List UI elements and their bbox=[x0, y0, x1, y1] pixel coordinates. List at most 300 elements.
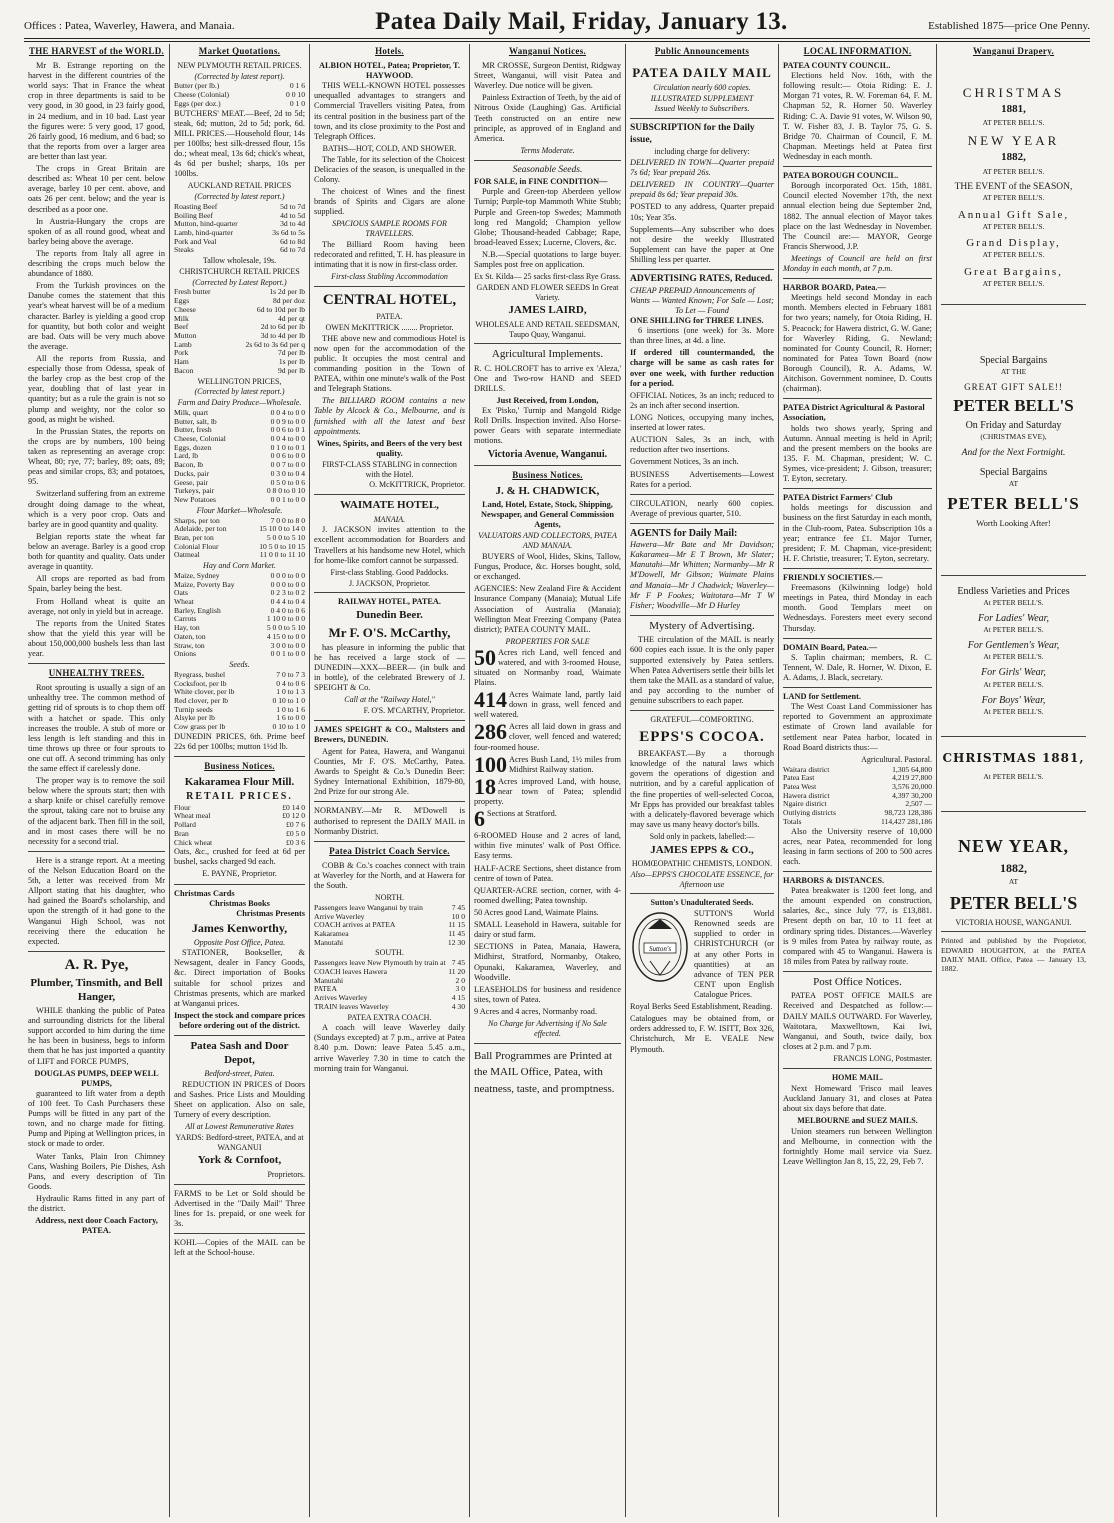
at-peter-bells: AT PETER BELL'S. bbox=[982, 166, 1045, 176]
friendly-title: FRIENDLY SOCIETIES.— bbox=[783, 573, 883, 582]
crosse-notice: MR CROSSE, Surgeon Dentist, Ridgway Street, Wanganui, will visit Patea and Waverley. Due notice will be given. bbox=[474, 60, 621, 91]
hay-row-item: Maize, Sydney bbox=[174, 570, 220, 580]
property-listing bbox=[474, 751, 621, 777]
at-label: AT bbox=[1008, 479, 1019, 489]
epps-sold: Sold only in packets, labelled:— bbox=[649, 832, 755, 841]
hay-row-price: 4 15 0 to 0 0 bbox=[266, 631, 305, 641]
harvest-paragraph: In Austria-Hungary the crops are spoken of as all round good, wheat and barley being above the average. bbox=[28, 216, 165, 246]
central-title: CENTRAL HOTEL, bbox=[322, 291, 457, 308]
seeds-row-price: 0 4 to 0 6 bbox=[276, 678, 305, 688]
central-prop: OWEN McKITTRICK ........ Proprietor. bbox=[325, 322, 454, 332]
ch-row bbox=[174, 367, 305, 376]
flour-row-price: 11 0 0 to 11 10 bbox=[259, 550, 305, 560]
hay-row-item: Hay, ton bbox=[174, 623, 200, 633]
hay-row-price: 5 0 0 to 5 10 bbox=[266, 623, 305, 633]
masthead-title: Patea Daily Mail, Friday, January 13. bbox=[375, 8, 788, 35]
coach-south-row-price: 3 0 bbox=[455, 984, 465, 994]
public-announcements-title: Public Announcements bbox=[654, 46, 750, 56]
flour-row-price: 15 10 0 to 14 0 bbox=[259, 524, 305, 534]
kakaramea-note: Oats, &c., crushed for feed at 6d per bushel, sacks charged 9d each. bbox=[174, 847, 305, 867]
pye-rams: Hydraulic Rams fitted in any part of the district. bbox=[28, 1193, 165, 1214]
coach-north: NORTH. bbox=[374, 893, 405, 903]
sash-body: REDUCTION IN PRICES of Doors and Sashes. Price Lists and Moulding Sheet on application. Also on sale, Turnery of every description. bbox=[174, 1079, 305, 1120]
divider bbox=[783, 398, 932, 399]
year-1881: 1881, bbox=[1001, 102, 1026, 115]
coach-north-row-price: 11 15 bbox=[448, 920, 465, 930]
harvest-paragraph: The reports from the United States show that the yield this year will be about 150,000,000 bushels less than last year. bbox=[28, 618, 165, 659]
kakaramea-row-price: £0 12 0 bbox=[282, 811, 305, 821]
np-row-item: Butter (per lb.) bbox=[174, 81, 220, 91]
pye-body-2: guaranteed to lift water from a depth of 100 feet. To Cash Purchasers these Pumps will be fitted in any part of the town, and no charge made for fitting. Pump and Piping at Wellington prices, in stock or made to order. bbox=[28, 1088, 165, 1149]
coach-north-row-item: Kakaramea bbox=[314, 929, 349, 938]
divider bbox=[630, 893, 774, 894]
ak-row-item: Boiling Beef bbox=[174, 210, 214, 220]
at-peter-bells: At PETER BELL'S. bbox=[983, 597, 1044, 607]
home-mail-title: HOME MAIL. bbox=[831, 1072, 884, 1082]
property-listing bbox=[474, 687, 621, 720]
borough-body: Borough incorporated Oct. 15th, 1881. Council elected November 17th, the next annual election being due September 2nd, 1882. The annual election of Mayor takes place on the last Wednesday in November. The Council are:— MAYOR, George Francis Sherwood, J.P. bbox=[783, 181, 932, 251]
trees-title: UNHEALTHY TREES. bbox=[48, 668, 145, 679]
column-7 bbox=[937, 44, 1090, 1517]
ak-row-price: 3d to 4d bbox=[280, 219, 305, 229]
garden-seeds: GARDEN AND FLOWER SEEDS In Great Variety. bbox=[476, 282, 619, 302]
hay-row-price: 0 0 0 to 0 0 bbox=[270, 579, 305, 589]
ch-row-item: Mutton bbox=[174, 331, 197, 341]
wl-row-price: 0 0 6 to 0 1 bbox=[270, 425, 305, 435]
flour-row-item: Colonial Flour bbox=[174, 541, 219, 551]
coach-south-row-item: Arrives Waverley bbox=[314, 993, 368, 1003]
crosse-terms: Terms Moderate. bbox=[520, 145, 575, 155]
adv-ordered: If ordered till countermanded, the charge will be same as cash rates for over one week, with further reduction for a period. bbox=[630, 348, 774, 388]
albion-wines: The choicest of Wines and the finest brands of Spirits and Cigars are alone supplied. bbox=[314, 186, 465, 217]
domain-body: S. Taplin chairman; members, R. C. Tennent, W. Dale, R. Horner, W. Dixon, E. A. Adams, J. Black, secretary. bbox=[783, 652, 932, 682]
seeds-row-item: White clover, per lb bbox=[174, 687, 235, 697]
hay-row-item: Carrots bbox=[174, 614, 197, 624]
land-row bbox=[783, 818, 932, 827]
hay-row-item: Oats bbox=[174, 588, 188, 598]
divider bbox=[783, 687, 932, 688]
kakaramea-head: RETAIL PRICES. bbox=[186, 791, 293, 803]
adv-auction: AUCTION Sales, 3s an inch, with reduction after two insertions. bbox=[630, 435, 774, 455]
ag-title: Agricultural Implements. bbox=[491, 348, 604, 361]
advertising-title: ADVERTISING RATES, Reduced. bbox=[630, 274, 773, 285]
seeds-title: Seeds. bbox=[229, 660, 250, 670]
speight-title: JAMES SPEIGHT & CO., Maltsters and Brewers, DUNEDIN. bbox=[314, 724, 465, 744]
coach-south-row-price: 11 20 bbox=[448, 966, 465, 976]
at-peter-bells: AT PETER BELL'S. bbox=[982, 279, 1045, 288]
at-the: AT THE bbox=[1000, 367, 1027, 377]
pye-body: WHILE thanking the public of Patea and surrounding districts for the liberal support accorded to him during the time he has been in business, begs to inform them that he has just imported a quantity of LIFT and FORCE PUMPS, bbox=[28, 1006, 165, 1066]
column-1 bbox=[24, 44, 170, 1517]
ch-row-item: Lamb bbox=[174, 339, 192, 349]
kakaramea-row-item: Wheat meal bbox=[174, 811, 211, 821]
seeds-head: FOR SALE, in FINE CONDITION— bbox=[474, 177, 608, 187]
special-bargains-2: Special Bargains bbox=[979, 467, 1048, 479]
seeds-row-item: Red clover, per lb bbox=[174, 695, 229, 705]
subscription-posted: POSTED to any address, Quarter prepaid 10s; Year 35s. bbox=[630, 202, 774, 222]
peter-bells-final: PETER BELL'S bbox=[949, 892, 1078, 913]
coach-north-row-price: 7 45 bbox=[451, 902, 465, 912]
wl-row-price: 0 0 4 to 0 0 bbox=[270, 407, 305, 417]
coach-south-row-price: 4 30 bbox=[451, 1001, 465, 1011]
harvest-paragraph: Mr B. Estrange reporting on the harvest in the different countries of the world says: That in France the wheat crop in three departments is said to be very good, in 30 good, in 23 fairly good, in 24 medium, and in 10 bad. Last year the figures were: 5 very good, 17 good, 26 fairly good, 16 medium, and 6 bad; so that the reports from over a larger area are better than last year. bbox=[28, 60, 165, 161]
grand-display: Grand Display, bbox=[966, 237, 1061, 250]
kakaramea-row-price: £0 3 6 bbox=[286, 837, 305, 847]
properties-title: PROPERTIES FOR SALE bbox=[505, 636, 590, 646]
chadwick-sub: Land, Hotel, Estate, Stock, Shipping, Newspaper, and General Commission Agents, bbox=[481, 500, 614, 530]
wl-title: WELLINGTON PRICES, bbox=[197, 376, 282, 386]
divider bbox=[783, 1068, 932, 1069]
seeds-row-price: 7 0 to 7 3 bbox=[276, 669, 305, 679]
wl-row-item: New Potatoes bbox=[174, 495, 216, 505]
wl-row-item: Geese, pair bbox=[174, 477, 209, 487]
np-sub: (Corrected by latest report). bbox=[194, 71, 285, 81]
divider bbox=[941, 931, 1086, 932]
sash-title: Patea Sash and Door Depot, bbox=[190, 1040, 289, 1066]
kakaramea-prop: E. PAYNE, Proprietor. bbox=[202, 869, 277, 879]
property-sections: SECTIONS in Patea, Manaia, Hawera, Midhirst, Stratford, Normanby, Otakeo, Opunaki, Kakaramea, Waverley, and Woodville. bbox=[474, 942, 621, 982]
column-6 bbox=[779, 44, 937, 1517]
property-house: 6-ROOMED House and 2 acres of land, within five minutes' walk of Post Office. Easy terms. bbox=[474, 831, 621, 861]
hay-row bbox=[174, 650, 305, 659]
subscription-title: SUBSCRIPTION for the Daily issue, bbox=[630, 123, 755, 145]
chadwick-agencies: AGENCIES: New Zealand Fire & Accident Insurance Company (Manaia); Mutual Life Association of Australia (Manaia); Wellington Meat Freezing Company (Patea district); PATEA COUNTY MAIL. bbox=[474, 584, 621, 634]
divider bbox=[630, 615, 774, 616]
divider bbox=[28, 851, 165, 852]
great-bargains: Great Bargains, bbox=[964, 265, 1063, 278]
hay-row-item: Barley, English bbox=[174, 605, 221, 615]
dunedin-prices: DUNEDIN PRICES, 6th. Prime beef 22s 6d per 100lbs; mutton 1½d lb. bbox=[174, 731, 305, 751]
albion-title: ALBION HOTEL, Patea; Proprietor, T. HAYWOOD. bbox=[319, 60, 460, 81]
xmas-cards: Christmas Cards bbox=[174, 888, 235, 898]
seeds-row-item: Cocksfoot, per lb bbox=[174, 678, 227, 688]
waimate-stabling: First-class Stabling. Good Paddocks. bbox=[330, 567, 449, 577]
np-title: NEW PLYMOUTH RETAIL PRICES. bbox=[177, 60, 302, 70]
london-notice: Just Received, from London, bbox=[496, 396, 599, 406]
np-row bbox=[174, 100, 305, 109]
masthead-rule-2 bbox=[24, 41, 1090, 42]
great-gift-sale: GREAT GIFT SALE!! bbox=[964, 382, 1063, 393]
ch-row-price: 9d per lb bbox=[278, 365, 305, 375]
hay-title: Hay and Corn Market. bbox=[203, 561, 276, 571]
ak-row-price: 3s 6d to 5s bbox=[272, 228, 305, 238]
ak-row-item: Roasting Beef bbox=[174, 201, 218, 211]
property-acres-number: 50 bbox=[474, 644, 496, 670]
market-title: Market Quotations. bbox=[198, 46, 281, 56]
property-acres-number: 6 bbox=[474, 806, 485, 832]
year-1882: 1882, bbox=[1001, 151, 1026, 164]
coach-extra: PATEA EXTRA COACH. bbox=[347, 1012, 432, 1022]
seeds-list: Purple and Green-top Aberdeen yellow Turnip; Purple-top Mammoth White Stubb; Purple and Green-top Swedes; Mammoth long red Mangold; Champion yellow Globe; Thousand-headed Cabbage; Rape, broad-leaved Essex; Lucerne, Clovers, &c. bbox=[474, 187, 621, 247]
divider bbox=[28, 951, 165, 952]
coach-north-row-price: 10 0 bbox=[451, 911, 465, 921]
railway-title: RAILWAY HOTEL, PATEA. bbox=[338, 597, 441, 607]
divider bbox=[314, 592, 465, 593]
coach-south-row bbox=[314, 1003, 465, 1012]
post-sign: FRANCIS LONG, Postmaster. bbox=[833, 1054, 932, 1064]
divider bbox=[783, 638, 932, 639]
harvest-paragraph: All the reports from Russia, and especially those from Odessa, speak of the barley crop as the best crop of the year, doubling that of last year in quantity; but as a rule the grain is not so plump and weighty, nor the color so good, as might be wished. bbox=[28, 354, 165, 424]
property-description: Acres rich Land, well fenced and watered, and with 3-roomed House, situated on Normanby road, Waimate Plains. bbox=[474, 647, 621, 687]
wl-row-item: Bacon, lb bbox=[174, 460, 204, 470]
land-row-price: 114,427 281,186 bbox=[881, 816, 932, 826]
farmers-title: PATEA District Farmers' Club bbox=[783, 493, 893, 503]
ch-row-item: Pork bbox=[174, 348, 189, 358]
divider bbox=[941, 304, 1086, 305]
subscription-incl: including charge for delivery: bbox=[654, 147, 750, 157]
harvest-paragraph: All crops are reported as bad from Spain, barley being the best. bbox=[28, 574, 165, 594]
pdm-title: PATEA DAILY MAIL bbox=[632, 64, 772, 80]
at-peter-bells: At PETER BELL'S. bbox=[983, 771, 1044, 781]
railway-beer: Dunedin Beer. bbox=[356, 609, 423, 622]
albion-baths: BATHS—HOT, COLD, AND SHOWER. bbox=[322, 143, 457, 153]
adv-shilling: ONE SHILLING for THREE LINES. bbox=[630, 315, 764, 325]
coach-extra-body: A coach will leave Waverley daily (Sundays excepted) at 7 p.m., arrive at Patea 8.40 p.m. Down: leave Patea 5.45 a.m., arrive Waverley 7.30 in time to catch the morning train for Wanganui. bbox=[314, 1023, 465, 1073]
property-description: Acres Bush Land, 1½ miles from Midhirst Railway station. bbox=[509, 754, 621, 774]
ch-row-item: Bacon bbox=[174, 365, 194, 375]
kakaramea-table bbox=[174, 804, 305, 848]
flour-row bbox=[174, 551, 305, 560]
flour-row-item: Adelaide, per ton bbox=[174, 524, 227, 534]
divider bbox=[941, 811, 1086, 812]
divider bbox=[783, 971, 932, 972]
masthead-offices: Offices : Patea, Waverley, Hawera, and Manaia. bbox=[24, 20, 235, 32]
divider bbox=[630, 269, 774, 270]
annual-gift-sale: Annual Gift Sale, bbox=[957, 208, 1070, 221]
divider bbox=[783, 568, 932, 569]
epps-name: JAMES EPPS & CO., bbox=[650, 843, 754, 856]
hay-row-price: 3 0 0 to 0 0 bbox=[270, 640, 305, 650]
york-sub: Proprietors. bbox=[267, 1169, 305, 1179]
ch-row-price: 1s per lb bbox=[278, 357, 305, 367]
hay-row-item: Wheat bbox=[174, 597, 194, 607]
wl-sub: (Corrected by latest report.) bbox=[194, 387, 285, 397]
seeds-row-price: 1 0 to 1 3 bbox=[276, 687, 305, 697]
land-row-item: Totals bbox=[783, 816, 802, 826]
sutton-crest-icon bbox=[630, 909, 690, 985]
coach-south: SOUTH. bbox=[375, 948, 404, 958]
christmas: CHRISTMAS bbox=[962, 84, 1065, 100]
at-peter-bells: AT PETER BELL'S. bbox=[982, 221, 1045, 231]
coach-north-row-item: Passengers leave Wanganui by train bbox=[314, 902, 423, 912]
flour-row-price: 5 0 0 to 5 10 bbox=[266, 532, 305, 542]
chadwick-sub-2: VALUATORS AND COLLECTORS, PATEA AND MANAIA. bbox=[478, 531, 617, 551]
seeds-row-item: Turnip seeds bbox=[174, 704, 213, 714]
harbors-body: Patea breakwater is 1200 feet long, and the amount expended on construction, salaries, &c., since July '77, is £13,881. Present depth on bar, 10 to 11 feet at ordinary spring tides. Distances.—Waverley is 9 miles from Patea by railway route, as compared with 45 to Wanganui. Hawera is 18 miles from Patea by railway route. bbox=[783, 886, 932, 966]
gentlemens-wear: For Gentlemen's Wear, bbox=[967, 640, 1060, 652]
np-row-price: 0 1 0 bbox=[289, 98, 305, 108]
xmas-presents: Christmas Presents bbox=[236, 908, 305, 918]
ak-sub: (Corrected by latest report.) bbox=[194, 192, 285, 202]
speight-body: Agent for Patea, Hawera, and Wanganui Counties, Mr F. O'S. McCarthy, Patea. Awards to Speight & Co.'s Dunedin Beer: Sydney International Exhibition, 1879-80, 2nd Prize for our strong Ale. bbox=[314, 746, 465, 797]
grateful: GRATEFUL—COMFORTING. bbox=[650, 715, 754, 725]
kenworthy-body: STATIONER, Bookseller, & Newsagent, dealer in Fancy Goods, &c. Direct importation of Books suitable for school prizes and Christmas presents, which are marked at Wanganui prices. bbox=[174, 948, 305, 1008]
divider bbox=[474, 465, 621, 466]
hay-row-item: Maize, Poverty Bay bbox=[174, 579, 235, 589]
ch-row-price: 1s 2d per lb bbox=[269, 287, 305, 297]
np-table bbox=[174, 82, 305, 108]
at-label: AT bbox=[1008, 877, 1019, 887]
chadwick-name: J. & H. CHADWICK, bbox=[495, 484, 600, 497]
coach-south-row-item: PATEA bbox=[314, 984, 337, 994]
land-row-item: Hawera district bbox=[783, 790, 830, 800]
laird-name: JAMES LAIRD, bbox=[508, 304, 587, 317]
properties-list bbox=[474, 644, 621, 832]
supplements: Supplements—Any subscriber who does not desire the weekly Illustrated Supplement can have the paper at One Shilling less per quarter. bbox=[630, 224, 774, 264]
adv-long: LONG Notices, occupying many inches, inserted at lower rates. bbox=[630, 412, 774, 433]
ch-row-price: 2d to 6d per lb bbox=[260, 322, 305, 332]
hay-row-item: Oaten, ton bbox=[174, 631, 206, 641]
xmas-books: Christmas Books bbox=[209, 898, 270, 908]
pye-tanks: Water Tanks, Plain Iron Chimney Cans, Washing Boilers, Pie Dishes, Ash Pans, and every description of Tin Goods. bbox=[28, 1151, 165, 1191]
seeds-row-item: Alsyke per lb bbox=[174, 713, 215, 723]
no-charge: No Charge for Advertising if No Sale effected. bbox=[488, 1019, 607, 1038]
ak-row-price: 6d to 8d bbox=[280, 236, 305, 246]
central-sign: O. McKITTRICK, Proprietor. bbox=[369, 480, 465, 490]
wl-row-price: 0 1 0 to 0 1 bbox=[270, 442, 305, 452]
ch-row-price: 8d per doz bbox=[272, 296, 305, 306]
coach-south-row-item: Manutahi bbox=[314, 975, 344, 985]
at-peter-bells: At PETER BELL'S. bbox=[983, 707, 1044, 716]
seeds-row-item: Ryegrass, bushel bbox=[174, 669, 226, 679]
pye-trade: Plumber, Tinsmith, and Bell Hanger, bbox=[30, 977, 163, 1003]
strange-report: Here is a strange report. At a meeting of the Nelson Education Board on the 5th, a letter was received from Mr Allport stating that his daughter, who had gained the Board's scholarship, and upon the strength of it had gone to the Wanganui High School, was not receiving there the education he expected. bbox=[28, 855, 165, 946]
adv-official: OFFICIAL Notices, 3s an inch; reduced to 2s an inch after second insertion. bbox=[630, 390, 774, 410]
divider bbox=[174, 756, 305, 757]
land-row-price: 2,507 — bbox=[905, 799, 932, 809]
divider bbox=[783, 871, 932, 872]
ak-row-item: Pork and Veal bbox=[174, 236, 217, 246]
property-quarter-acre: QUARTER-ACRE section, corner, with 4-roomed dwelling; Patea township. bbox=[474, 885, 621, 905]
ch-title: CHRISTCHURCH RETAIL PRICES bbox=[179, 266, 300, 276]
property-50-acres: 50 Acres good Land, Waimate Plains. bbox=[474, 908, 599, 918]
divider bbox=[314, 841, 465, 842]
albion-billiard: The Billiard Room having been redecorated and refitted, T. H. has pleasure in intimating that it is now in first-class order. bbox=[314, 239, 465, 269]
property-listing bbox=[474, 719, 621, 752]
trees-paragraph: The proper way is to remove the soil below where the sprouts start; then with a sharp knife or chisel carefully remove the sprout, taking care not to bruise any of the adjacent bark. Then fill in the soil, and in most cases there will be no necessity for a second trial. bbox=[28, 776, 165, 846]
column-5 bbox=[626, 44, 779, 1517]
kakaramea-title: Kakaramea Flour Mill. bbox=[184, 776, 295, 789]
wl-row-price: 0 3 0 to 0 4 bbox=[270, 468, 305, 478]
coach-south-row-item: Passengers leave New Plymouth by train at bbox=[314, 958, 446, 968]
land-row-item: Outlying districts bbox=[783, 808, 836, 818]
flour-row-price: 7 0 0 to 8 0 bbox=[270, 515, 305, 525]
wl-row-price: 0 5 0 to 0 6 bbox=[270, 477, 305, 487]
normanby-notice: NORMANBY.—Mr R. M'Dowell is authorised to represent the DAILY MAIL in Normanby District. bbox=[314, 806, 465, 836]
sutton-title: Sutton's Unadulterated Seeds. bbox=[650, 898, 754, 908]
harvest-title: THE HARVEST of the WORLD. bbox=[28, 46, 165, 56]
drapery-title: Wanganui Drapery. bbox=[972, 46, 1055, 56]
land-title: LAND for Settlement. bbox=[783, 692, 861, 702]
pdm-circulation: Circulation nearly 600 copies. bbox=[653, 82, 751, 92]
pdm-weekly: Issued Weekly to Subscribers. bbox=[654, 104, 750, 114]
ak-title: AUCKLAND RETAIL PRICES bbox=[187, 181, 292, 191]
harbors-title: HARBORS & DISTANCES. bbox=[783, 875, 885, 885]
property-description: Acres improved Land, with house, near town of Patea; splendid property. bbox=[474, 776, 621, 807]
epps-also: Also—EPPS'S CHOCOLATE ESSENCE, for Afternoon use bbox=[630, 869, 774, 889]
divider bbox=[941, 575, 1086, 576]
harbor-title: HARBOR BOARD, Patea.— bbox=[783, 283, 886, 293]
harvest-paragraph: From Holland wheat is quite an average, not only in yield but in acreage. bbox=[28, 596, 165, 616]
flour-row-price: 10 5 0 to 10 15 bbox=[259, 541, 305, 551]
hay-row-price: 0 0 1 to 0 0 bbox=[270, 649, 305, 659]
land-row-item: Patea East bbox=[783, 773, 815, 783]
ak-row-item: Mutton, hind-quarter bbox=[174, 219, 238, 229]
masthead-established: Established 1875—price One Penny. bbox=[928, 20, 1090, 32]
albion-table: The Table, for its selection of the Choicest Delicacies of the season, is unequalled in the Colony. bbox=[314, 154, 465, 184]
wl-row-price: 0 0 7 to 0 0 bbox=[270, 460, 305, 470]
kenworthy-sub: Opposite Post Office, Patea. bbox=[193, 937, 286, 947]
holcroft-body: Ex 'Pisko,' Turnip and Mangold Ridge Roll Drills. Inspection invited. Also Horse-power Gears with separate intermediate motions. bbox=[474, 406, 621, 446]
subscription-country: DELIVERED IN COUNTRY—Quarter prepaid 8s 6d; Year prepaid 30s. bbox=[630, 180, 774, 200]
column-4 bbox=[470, 44, 626, 1517]
divider bbox=[314, 286, 465, 287]
harvest-paragraph: Belgian reports state the wheat far below an average. Barley is a good crop both for quantity and quality. Oats under average in quantity. bbox=[28, 531, 165, 572]
harvest-paragraph: The reports from Italy all agree in describing the crops much below the abundance of 1880. bbox=[28, 248, 165, 279]
circulation: CIRCULATION, nearly 600 copies. Average of previous quarter, 510. bbox=[630, 498, 774, 518]
sash-yards: YARDS: Bedford-street, PATEA, and at WANGANUI bbox=[175, 1132, 304, 1152]
pye-address: Address, next door Coach Factory, PATEA. bbox=[35, 1216, 158, 1236]
columns bbox=[24, 44, 1090, 1517]
column-2 bbox=[170, 44, 310, 1517]
ch-row-item: Ham bbox=[174, 357, 189, 367]
ak-note: Tallow wholesale, 19s. bbox=[202, 256, 277, 266]
coach-south-row-item: COACH leaves Hawera bbox=[314, 966, 387, 976]
flour-title: Flour Market—Wholesale. bbox=[196, 505, 283, 515]
sutton-ad bbox=[630, 909, 774, 1002]
wl-row-price: 0 0 1 to 0 0 bbox=[270, 495, 305, 505]
next-fortnight: And for the Next Fortnight. bbox=[961, 447, 1066, 458]
divider bbox=[783, 278, 932, 279]
coach-south-row-price: 2 0 bbox=[455, 975, 465, 985]
on-friday: On Friday and Saturday bbox=[965, 420, 1062, 432]
wl-row-price: 0 0 9 to 0 0 bbox=[270, 416, 305, 426]
np-row-price: 0 0 10 bbox=[286, 90, 305, 100]
albion-stabling: First-class Stabling Accommodation bbox=[331, 272, 448, 282]
sutton-estab: Royal Berks Seed Establishment, Reading. bbox=[630, 1002, 773, 1012]
pye-pumps: DOUGLAS PUMPS, DEEP WELL PUMPS, bbox=[34, 1068, 159, 1088]
at-peter-bells: AT PETER BELL'S. bbox=[982, 193, 1045, 203]
county-title: PATEA COUNTY COUNCIL. bbox=[783, 60, 891, 70]
harvest-paragraph: Switzerland suffering from an extreme drought doing damage to the wheat, which is a very poor crop. Oats and barley are in good quantity and quality. bbox=[28, 489, 165, 529]
albion-rooms: SPACIOUS SAMPLE ROOMS FOR TRAVELLERS. bbox=[332, 219, 447, 238]
victoria-house: VICTORIA HOUSE, WANGANUI. bbox=[955, 917, 1072, 927]
divider bbox=[474, 160, 621, 161]
kenworthy-name: James Kenworthy, bbox=[191, 920, 288, 935]
ch-row-item: Beef bbox=[174, 322, 189, 332]
at-peter-bells: At PETER BELL'S. bbox=[983, 652, 1044, 662]
ball-programmes: Ball Programmes are Printed at the MAIL Office, Patea, with neatness, taste, and promptness. bbox=[474, 1049, 615, 1095]
kohi-notice: KOHI.—Copies of the MAIL can be left at the School-house. bbox=[174, 1237, 305, 1258]
land-row-price: 4,397 30,200 bbox=[892, 790, 932, 800]
property-half-acre: HALF-ACRE Sections, sheet distance from centre of town of Patea. bbox=[474, 863, 621, 883]
adv-insertions: 6 insertions (one week) for 3s. More than three lines, at 4d. a line. bbox=[630, 326, 774, 346]
waimate-body: J. JACKSON invites attention to the excellent accommodation for Boarders and Travellers at his handsome new Hotel, which for home-like comfort cannot be surpassed. bbox=[314, 525, 465, 565]
wl-row-item: Butter, fresh bbox=[174, 425, 212, 435]
seeds-row-price: 1 6 to 0 0 bbox=[276, 713, 305, 723]
borough-title: PATEA BOROUGH COUNCIL. bbox=[783, 171, 899, 181]
central-billiard: The BILLIARD ROOM contains a new Table by Alcock & Co., Melbourne, and is furnished with all the latest and best appointments. bbox=[314, 396, 465, 436]
divider bbox=[783, 166, 932, 167]
post-body: PATEA POST OFFICE MAILS are Received and Despatched as follow:— DAILY MAILS OUTWARD. For Waverley, Waitotara, Maxwelltown, Kai Iwi, Wanganui, and South, twice daily, box closes at 2 p.m. and 7 p.m. bbox=[783, 991, 932, 1051]
ch-row-item: Eggs bbox=[174, 296, 190, 306]
property-description: Acres all laid down in grass and clover, well fenced and watered; four-roomed house. bbox=[474, 722, 621, 752]
flour-table bbox=[174, 517, 305, 561]
epps-title: EPPS'S COCOA. bbox=[639, 728, 765, 745]
ak-table bbox=[174, 203, 305, 255]
land-body: The West Coast Land Commissioner has reported to Government an approximate estimate of Crown land available for settlement near Patea harbor, located in Road Board districts thus:— bbox=[783, 702, 932, 752]
business-notices-title: Business Notices. bbox=[204, 761, 275, 772]
